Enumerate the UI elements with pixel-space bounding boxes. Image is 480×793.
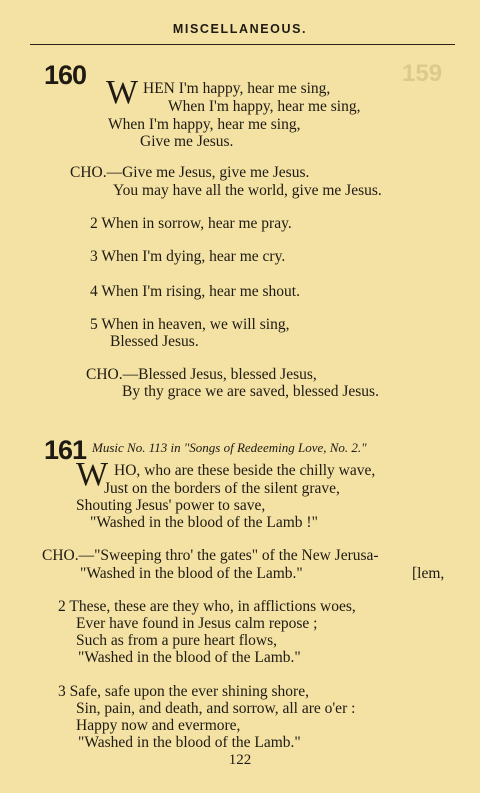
hymn-161-verse-2-line-2: Ever have found in Jesus calm repose ; bbox=[76, 615, 318, 632]
hymn-161-verse-3-line-3: Happy now and evermore, bbox=[76, 717, 241, 734]
hymn-161-line-2: Just on the borders of the silent grave, bbox=[104, 480, 340, 497]
hymn-160-line-2: When I'm happy, hear me sing, bbox=[168, 98, 361, 115]
hymn-161-chorus-continuation: [lem, bbox=[412, 565, 445, 582]
hymn-160-chorus-2-line-2: By thy grace we are saved, blessed Jesus. bbox=[122, 383, 379, 400]
hymn-161-verse-3-line-4: "Washed in the blood of the Lamb." bbox=[78, 734, 301, 751]
hymn-161-chorus-line-2: "Washed in the blood of the Lamb." bbox=[80, 565, 303, 582]
hymn-161-verse-3-line-2: Sin, pain, and death, and sorrow, all are o'er : bbox=[76, 700, 356, 717]
hymn-160-verse-5-line-1: 5 When in heaven, we will sing, bbox=[90, 316, 290, 333]
hymn-160-chorus-line-1: CHO.—Give me Jesus, give me Jesus. bbox=[70, 164, 310, 181]
hymn-160-chorus-2-line-1: CHO.—Blessed Jesus, blessed Jesus, bbox=[86, 366, 317, 383]
hymn-160-line-4: Give me Jesus. bbox=[140, 133, 234, 150]
hymn-160-chorus-line-2: You may have all the world, give me Jesus. bbox=[113, 182, 382, 199]
hymn-161-line-1: HO, who are these beside the chilly wave, bbox=[114, 462, 376, 479]
page-number: 122 bbox=[228, 752, 252, 768]
page-header: MISCELLANEOUS. bbox=[172, 22, 308, 36]
music-reference: Music No. 113 in "Songs of Redeeming Love, No. 2." bbox=[92, 440, 367, 455]
header-rule bbox=[30, 44, 455, 45]
bleed-through-number: 159 bbox=[402, 60, 443, 87]
hymn-160-line-3: When I'm happy, hear me sing, bbox=[108, 116, 301, 133]
hymn-161-verse-2-line-4: "Washed in the blood of the Lamb." bbox=[78, 649, 301, 666]
hymn-160-verse-4: 4 When I'm rising, hear me shout. bbox=[90, 283, 300, 300]
hymn-160-dropcap: W bbox=[106, 74, 139, 111]
hymn-161-line-4: "Washed in the blood of the Lamb !" bbox=[90, 514, 318, 531]
hymn-160-verse-3: 3 When I'm dying, hear me cry. bbox=[90, 248, 286, 265]
hymn-161-dropcap: W bbox=[76, 456, 109, 493]
hymn-160-verse-5-line-2: Blessed Jesus. bbox=[110, 333, 199, 350]
hymn-160-line-1: HEN I'm happy, hear me sing, bbox=[143, 80, 331, 97]
hymn-161-line-3: Shouting Jesus' power to save, bbox=[76, 497, 266, 514]
hymn-number-160: 160 bbox=[44, 60, 87, 90]
hymn-161-verse-2-line-3: Such as from a pure heart flows, bbox=[76, 632, 278, 649]
hymn-161-verse-3-line-1: 3 Safe, safe upon the ever shining shore, bbox=[58, 683, 309, 700]
hymn-160-verse-2: 2 When in sorrow, hear me pray. bbox=[90, 215, 292, 232]
hymn-161-verse-2-line-1: 2 These, these are they who, in afflictions woes, bbox=[58, 598, 356, 615]
hymn-161-chorus-line-1: CHO.—"Sweeping thro' the gates" of the New Jerusa- bbox=[42, 547, 379, 564]
hymn-number-161: 161 bbox=[44, 435, 87, 465]
